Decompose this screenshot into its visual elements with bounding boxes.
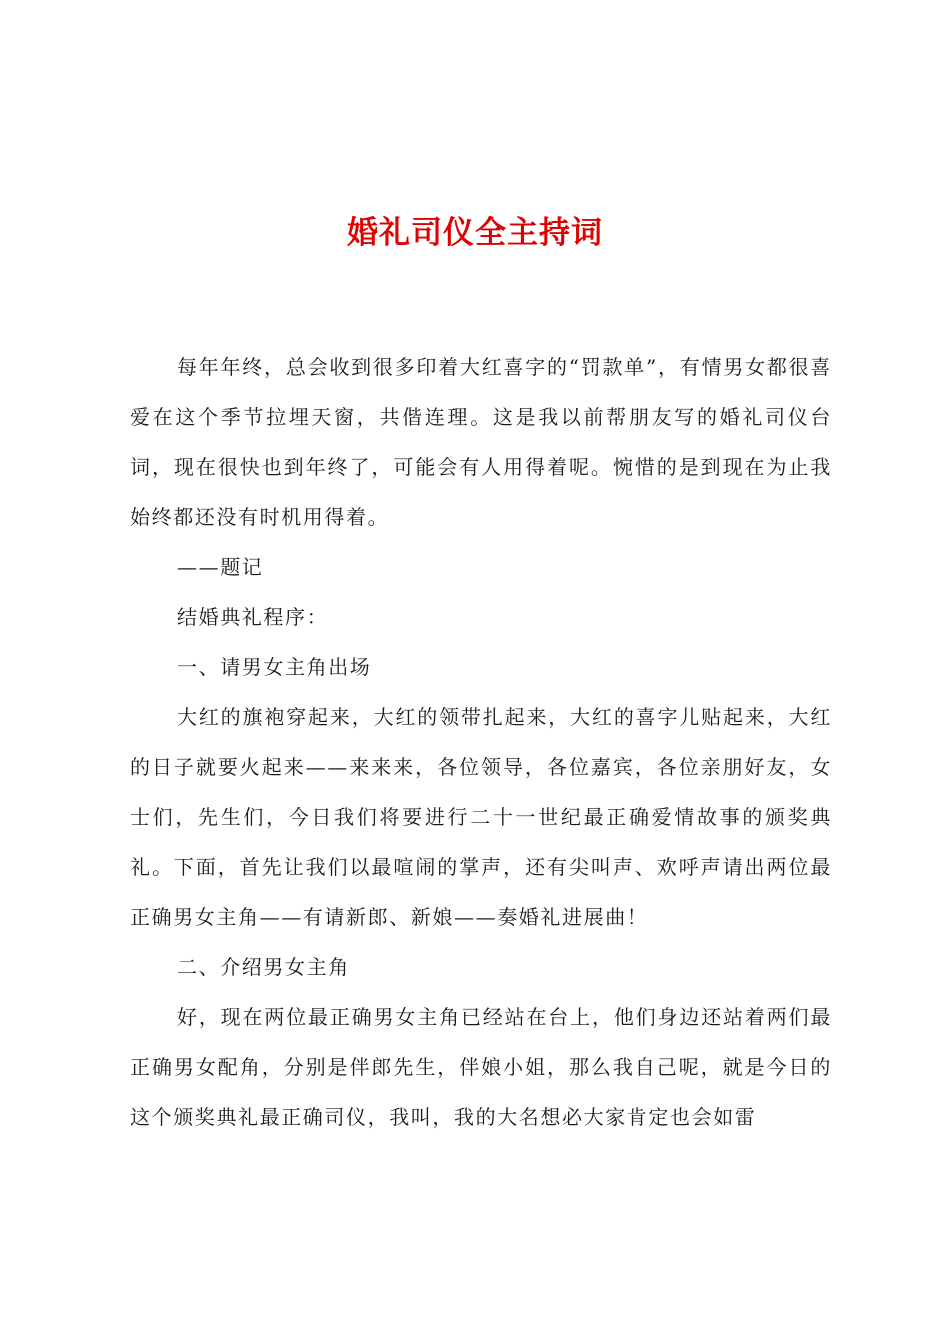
section-paragraph-2: 好，现在两位最正确男女主角已经站在台上，他们身边还站着两们最正确男女配角，分别是伴郎先生，伴娘小姐，那么我自己呢，就是今日的这个颁奖典礼最正确司仪，我叫，我的大名想必大家肯定也会如雷 bbox=[130, 1005, 832, 1129]
ceremony-program-heading: 结婚典礼程序： bbox=[177, 605, 329, 629]
epigraph-signature: ——题记 bbox=[177, 555, 264, 579]
document-title: 婚礼司仪全主持词 bbox=[347, 215, 603, 251]
document-body bbox=[130, 342, 832, 1142]
section-heading-1: 一、请男女主角出场 bbox=[177, 655, 372, 679]
section-heading-2: 二、介绍男女主角 bbox=[177, 955, 350, 979]
section-paragraph-1: 大红的旗袍穿起来，大红的领带扎起来，大红的喜字儿贴起来，大红的日子就要火起来——来来来，各位领导，各位嘉宾，各位亲朋好友，女士们，先生们，今日我们将要进行二十一世纪最正确爱情故事的颁奖典礼。下面，首先让我们以最喧闹的掌声，还有尖叫声、欢呼声请出两位最正确男女主角——有请新郎、新娘——奏婚礼进展曲！ bbox=[130, 705, 832, 929]
intro-paragraph: 每年年终，总会收到很多印着大红喜字的“罚款单”，有情男女都很喜爱在这个季节拉埋天窗，共偕连理。这是我以前帮朋友写的婚礼司仪台词，现在很快也到年终了，可能会有人用得着呢。惋惜的是到现在为止我始终都还没有时机用得着。 bbox=[130, 355, 832, 529]
